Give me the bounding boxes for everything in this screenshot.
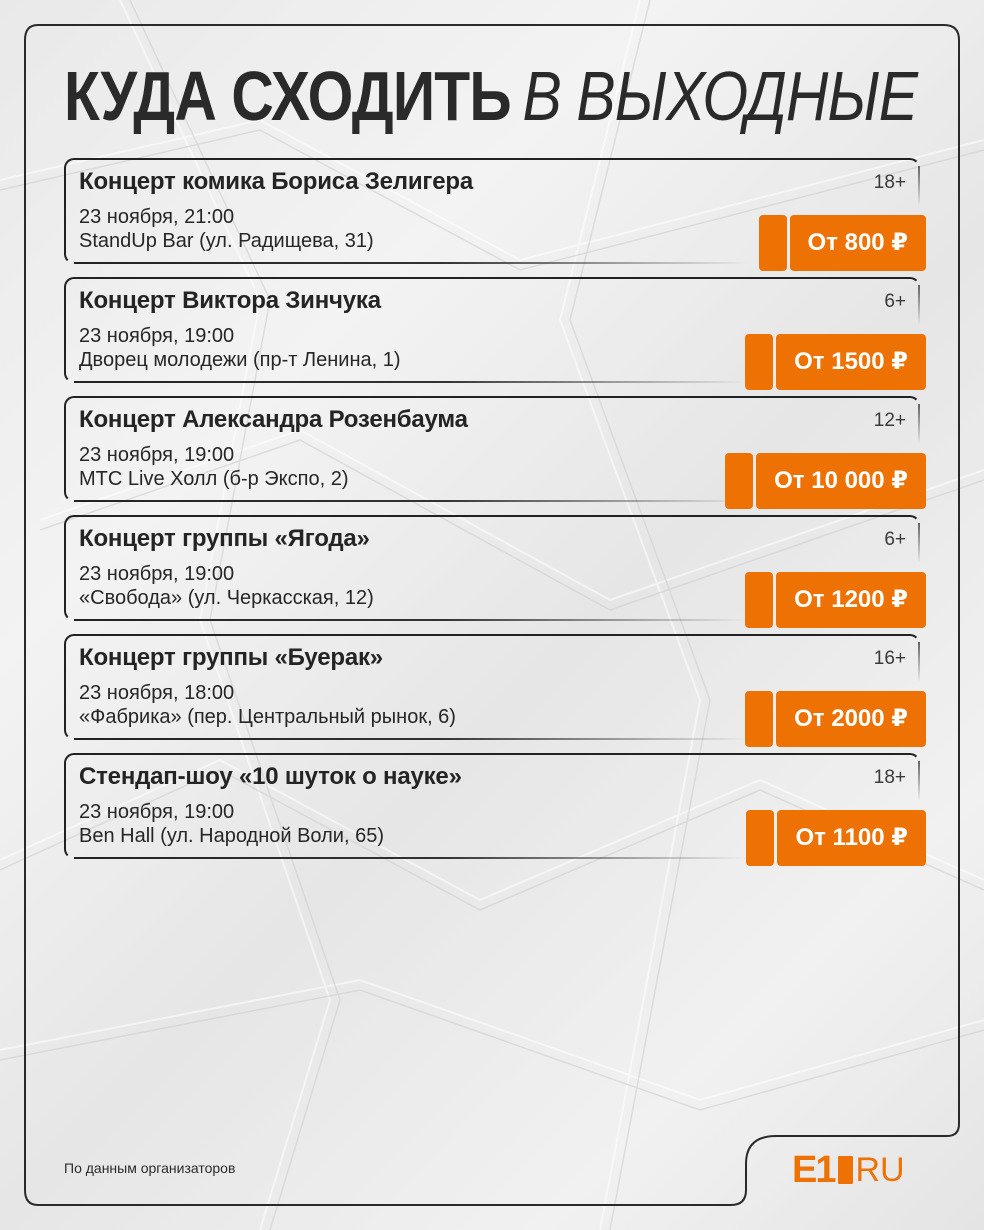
price-label: От 1100 ₽	[777, 810, 926, 866]
age-rating: 18+	[873, 172, 906, 193]
age-rating: 6+	[884, 291, 906, 312]
price-label: От 10 000 ₽	[756, 453, 926, 509]
price-label: От 1200 ₽	[776, 572, 926, 628]
event-card	[64, 634, 920, 742]
title-bold: КУДА СХОДИТЬ	[64, 57, 511, 135]
event-card	[64, 753, 920, 861]
event-venue: «Фабрика» (пер. Центральный рынок, 6)	[79, 706, 456, 728]
ticket-price-badge	[745, 691, 926, 747]
ticket-stub	[745, 572, 773, 628]
event-card	[64, 277, 920, 385]
ticket-price-badge	[745, 572, 926, 628]
ticket-stub	[745, 334, 773, 390]
event-title: Концерт Виктора Зинчука	[79, 287, 381, 314]
event-date: 23 ноября, 19:00	[79, 801, 235, 823]
price-label: От 2000 ₽	[776, 691, 926, 747]
logo-primary-text: E1	[792, 1149, 835, 1191]
event-title: Концерт Александра Розенбаума	[79, 406, 468, 433]
ticket-stub	[759, 215, 787, 271]
event-date: 23 ноября, 19:00	[79, 325, 235, 347]
price-label: От 800 ₽	[790, 215, 927, 271]
page-title	[64, 54, 917, 138]
event-title: Стендап-шоу «10 шуток о науке»	[79, 763, 462, 790]
logo-suffix-text: RU	[855, 1151, 905, 1189]
event-card	[64, 515, 920, 623]
ticket-price-badge	[746, 810, 926, 866]
title-light: В ВЫХОДНЫЕ	[522, 57, 918, 135]
event-date: 23 ноября, 19:00	[79, 563, 235, 585]
event-venue: МТС Live Холл (б-р Экспо, 2)	[79, 468, 349, 490]
ticket-stub	[725, 453, 753, 509]
ticket-stub	[746, 810, 774, 866]
age-rating: 18+	[873, 767, 906, 788]
event-title: Концерт комика Бориса Зелигера	[79, 168, 473, 195]
age-rating: 6+	[884, 529, 906, 550]
ticket-price-badge	[725, 453, 926, 509]
price-label: От 1500 ₽	[776, 334, 926, 390]
age-rating: 16+	[873, 648, 906, 669]
event-card	[64, 158, 920, 266]
age-rating: 12+	[873, 410, 906, 431]
event-venue: StandUp Bar (ул. Радищева, 31)	[79, 230, 374, 252]
event-title: Концерт группы «Ягода»	[79, 525, 370, 552]
event-venue: Дворец молодежи (пр-т Ленина, 1)	[79, 349, 401, 371]
event-venue: Ben Hall (ул. Народной Воли, 65)	[79, 825, 384, 847]
ticket-price-badge	[745, 334, 926, 390]
event-venue: «Свобода» (ул. Черкасская, 12)	[79, 587, 374, 609]
e1-logo	[792, 1150, 905, 1190]
event-card	[64, 396, 920, 504]
event-date: 23 ноября, 18:00	[79, 682, 235, 704]
ticket-price-badge	[759, 215, 927, 271]
event-date: 23 ноября, 19:00	[79, 444, 235, 466]
source-note: По данным организаторов	[64, 1160, 236, 1176]
logo-square-icon	[838, 1156, 853, 1184]
event-date: 23 ноября, 21:00	[79, 206, 235, 228]
ticket-stub	[745, 691, 773, 747]
event-title: Концерт группы «Буерак»	[79, 644, 383, 671]
